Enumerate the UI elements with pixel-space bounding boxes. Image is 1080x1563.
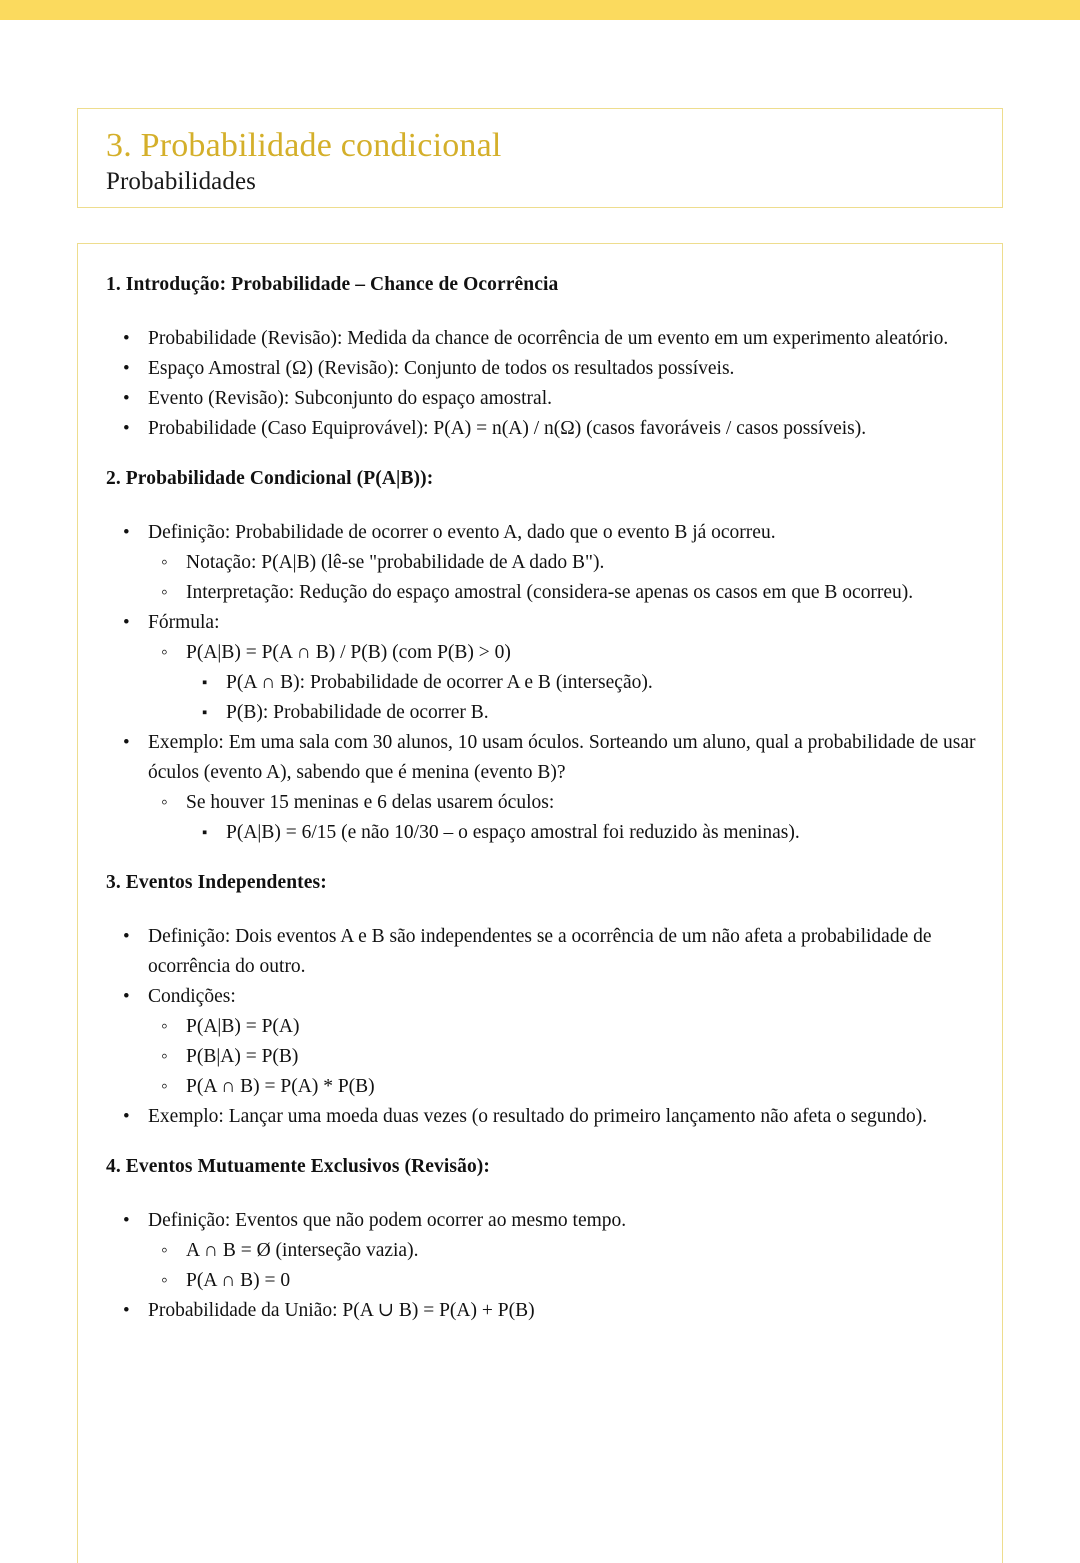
list-item-text: ▪ P(B): Probabilidade de ocorrer B. — [226, 698, 976, 728]
section-heading: 2. Probabilidade Condicional (P(A|B)): — [106, 468, 434, 489]
page-title: 3. Probabilidade condicional — [106, 127, 502, 164]
list-item — [106, 384, 976, 414]
document-header-card — [77, 108, 1003, 208]
list-item — [148, 788, 976, 848]
list-item-text: ◦ P(A ∩ B) = P(A) * P(B) — [186, 1072, 976, 1102]
list-item-text: ◦ Interpretação: Redução do espaço amostral (considera-se apenas os casos em que B ocorreu). — [186, 578, 976, 608]
list-item — [106, 354, 976, 384]
document-page — [0, 20, 1080, 1528]
list-item-text: ▪ P(A ∩ B): Probabilidade de ocorrer A e B (interseção). — [226, 668, 976, 698]
document-section — [106, 870, 976, 1132]
list-item — [148, 1266, 976, 1296]
top-accent-bar — [0, 0, 1080, 20]
list-item — [148, 548, 976, 578]
list-item — [106, 1102, 976, 1132]
list-item — [148, 1012, 976, 1042]
list-item — [148, 1042, 976, 1072]
list-item — [186, 698, 976, 728]
bullet-list-level-2 — [148, 1236, 976, 1296]
list-item — [106, 414, 976, 444]
bullet-list-level-3 — [186, 818, 976, 848]
bullet-list-level-2 — [148, 548, 976, 608]
bullet-list-level-1 — [106, 324, 976, 444]
list-item — [106, 1206, 976, 1296]
list-item-text: • Definição: Probabilidade de ocorrer o evento A, dado que o evento B já ocorreu. — [148, 518, 976, 548]
list-item-text: • Definição: Eventos que não podem ocorrer ao mesmo tempo. — [148, 1206, 976, 1236]
list-item — [106, 982, 976, 1102]
list-item — [148, 1072, 976, 1102]
list-item — [106, 518, 976, 608]
section-heading: 3. Eventos Independentes: — [106, 872, 327, 893]
list-item-text: ▪ P(A|B) = 6/15 (e não 10/30 – o espaço amostral foi reduzido às meninas). — [226, 818, 976, 848]
list-item-text: • Exemplo: Lançar uma moeda duas vezes (o resultado do primeiro lançamento não afeta o segundo). — [148, 1102, 976, 1132]
list-item — [148, 638, 976, 728]
list-item-text: • Condições: — [148, 982, 976, 1012]
bullet-list-level-1 — [106, 1206, 976, 1326]
section-heading: 4. Eventos Mutuamente Exclusivos (Revisão): — [106, 1156, 490, 1177]
list-item — [106, 1296, 976, 1326]
section-heading: 1. Introdução: Probabilidade – Chance de Ocorrência — [106, 274, 559, 295]
document-section — [106, 272, 976, 444]
document-section — [106, 466, 976, 848]
list-item — [106, 324, 976, 354]
list-item — [106, 608, 976, 728]
sections-container — [106, 272, 976, 1326]
list-item-text: • Probabilidade da União: P(A ∪ B) = P(A) + P(B) — [148, 1296, 976, 1326]
list-item-text: ◦ A ∩ B = Ø (interseção vazia). — [186, 1236, 976, 1266]
document-section — [106, 1154, 976, 1326]
list-item-text: ◦ P(A|B) = P(A ∩ B) / P(B) (com P(B) > 0) — [186, 638, 976, 668]
bullet-list-level-1 — [106, 922, 976, 1132]
list-item — [148, 1236, 976, 1266]
list-item-text: ◦ Notação: P(A|B) (lê-se "probabilidade de A dado B"). — [186, 548, 976, 578]
list-item-text: ◦ P(B|A) = P(B) — [186, 1042, 976, 1072]
page-subtitle: Probabilidades — [106, 168, 256, 195]
list-item-text: • Exemplo: Em uma sala com 30 alunos, 10 usam óculos. Sorteando um aluno, qual a probabilidade de usar óculos (evento A), sabendo que é menina (evento B)? — [148, 728, 976, 788]
list-item-text: ◦ P(A|B) = P(A) — [186, 1012, 976, 1042]
list-item-text: • Probabilidade (Revisão): Medida da chance de ocorrência de um evento em um experimento aleatório. — [148, 324, 976, 354]
bullet-list-level-1 — [106, 518, 976, 848]
list-item — [148, 578, 976, 608]
list-item — [106, 922, 976, 982]
list-item-text: • Espaço Amostral (Ω) (Revisão): Conjunto de todos os resultados possíveis. — [148, 354, 976, 384]
list-item — [186, 818, 976, 848]
list-item — [186, 668, 976, 698]
list-item-text: • Probabilidade (Caso Equiprovável): P(A) = n(A) / n(Ω) (casos favoráveis / casos possíveis). — [148, 414, 976, 444]
list-item-text: ◦ Se houver 15 meninas e 6 delas usarem óculos: — [186, 788, 976, 818]
bullet-list-level-2 — [148, 788, 976, 848]
list-item-text: • Definição: Dois eventos A e B são independentes se a ocorrência de um não afeta a probabilidade de ocorrência do outro. — [148, 922, 976, 982]
document-content-card — [77, 243, 1003, 1563]
list-item-text: • Evento (Revisão): Subconjunto do espaço amostral. — [148, 384, 976, 414]
list-item-text: • Fórmula: — [148, 608, 976, 638]
bullet-list-level-2 — [148, 1012, 976, 1102]
list-item-text: ◦ P(A ∩ B) = 0 — [186, 1266, 976, 1296]
bullet-list-level-2 — [148, 638, 976, 728]
bullet-list-level-3 — [186, 668, 976, 728]
list-item — [106, 728, 976, 848]
